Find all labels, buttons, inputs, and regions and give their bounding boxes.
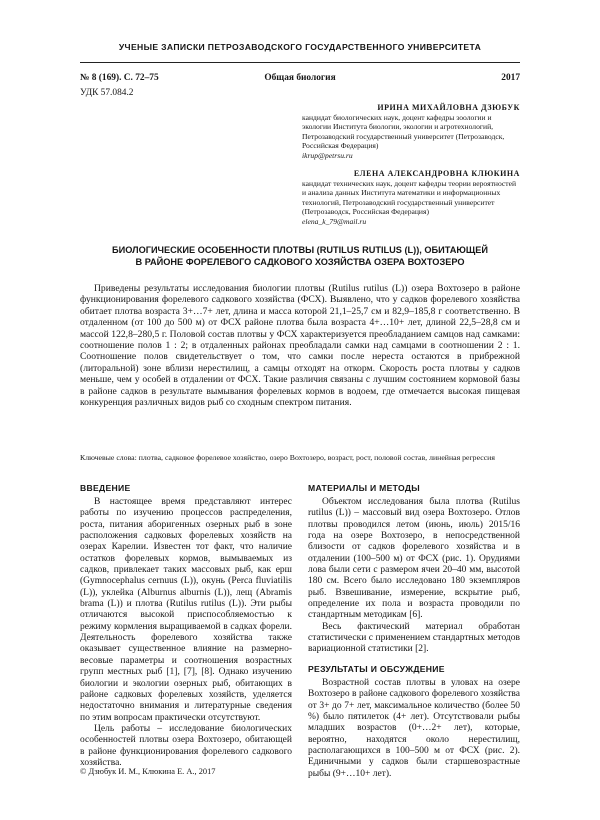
author-email[interactable]: ikrup@petrsu.ru: [302, 150, 353, 160]
copyright: © Дзюбук И. М., Клюкина Е. А., 2017: [80, 767, 216, 776]
author-affiliation: кандидат технических наук, доцент кафедры теории вероятностей и анализа данных Института математики и информационных технологий, Петрозаводский государственный университет (Петрозаводск, Российская Федерация): [302, 179, 517, 217]
left-column: [80, 482, 292, 769]
article-title-line-1: БИОЛОГИЧЕСКИЕ ОСОБЕННОСТИ ПЛОТВЫ (RUTILUS RUTILUS (L)), ОБИТАЮЩЕЙ: [112, 245, 488, 255]
author-block-1: [302, 103, 520, 160]
methods-paragraph-1: Объектом исследования была плотва (Rutilus rutilus (L)) – массовый вид озера Вохтозеро. Отлов плотвы проводился летом (июнь, июль) 2015/16 года на озере Вохтозеро, в непосредственной близости от садков форелевого хозяйства и в отдалении (100–500 м) от ФСХ (рис. 1). Орудиями лова были сети с размером ячеи 20–40 мм, высотой 180 см. Всего было исследовано 180 экземпляров рыб. Взвешивание, измерение, вскрытие рыб, определение их пола и возраста проводили по стандартным методикам [6].: [308, 497, 520, 621]
right-column: [308, 482, 520, 780]
article-title-line-2: В РАЙОНЕ ФОРЕЛЕВОГО САДКОВОГО ХОЗЯЙСТВА ОЗЕРА ВОХТОЗЕРО: [135, 257, 465, 268]
intro-paragraph-1: В настоящее время представляют интерес работы по изучению процессов распределения, роста, питания аборигенных озерных рыб в зоне расположения садковых форелевых хозяйств на озерах Карелии. Известен тот факт, что наличие остатков форелевых кормов, вымываемых из садков, привлекает таких массовых рыб, как ерш (Gymnocephalus cernuus (L)), окунь (Perca fluviatilis (L)), уклейка (Alburnus alburnis (L)), лещ (Abramis brama (L)) и плотва (Rutilus rutilus (L)). Эти рыбы отличаются высокой приспособляемостью к режиму кормления выращиваемой в садках форели. Деятельность форелевого хозяйства также оказывает существенное влияние на размерно-весовые параметры и соотношения возрастных групп местных рыб [1], [7], [8]. Однако изучению биологии и экологии озерных рыб, обитающих в районе садковых форелевых хозяйств, уделяется недостаточно внимания и литературные сведения по этим вопросам практически отсутствуют.: [80, 497, 292, 723]
section-name: Общая биология: [264, 73, 336, 83]
author-affiliation: кандидат биологических наук, доцент кафедры зоологии и экологии Института биологии, экологии и агротехнологий, Петрозаводский государственный университет (Петрозаводск, Российская Федерация): [302, 113, 505, 151]
article-title: [80, 244, 520, 269]
issue-number: № 8 (169). С. 72–75: [80, 73, 159, 83]
abstract: Приведены результаты исследования биологии плотвы (Rutilus rutilus (L)) озера Вохтозеро в районе функционирования форелевого садкового хозяйства (ФСХ). Выявлено, что у садков форелевого хозяйства обитает плотва возраста 3+…7+ лет, длина и масса которой 21,1–25,7 см и 82,9–185,8 г соответственно. В отдаленном (от 100 до 500 м) от ФСХ районе плотва была возраста 4+…10+ лет, длиной 22,5–28,8 см и массой 122,8–280,5 г. Половой состав плотвы у ФСХ характеризуется преобладанием самцов над самками: соотношение полов 1 : 2; в отдаленных районах преобладали самки над самцами в соотношении 2 : 1. Соотношение полов свидетельствует о том, что самки после нереста остаются в прибрежной (литоральной) зоне вблизи нерестилищ, а самцы отходят на откорм. Скорость роста плотвы у садков меньше, чем у особей в отдалении от ФСХ. Такие различия связаны с лучшим состоянием кормовой базы в районе садков в результате вымывания форелевых кормов в водоем, где отмечается высокая пищевая конкуренция различных видов рыб со сходным спектром питания.: [80, 283, 520, 409]
section-heading-methods: МАТЕРИАЛЫ И МЕТОДЫ: [308, 483, 420, 493]
issue-year: 2017: [501, 73, 520, 83]
section-heading-results: РЕЗУЛЬТАТЫ И ОБСУЖДЕНИЕ: [308, 663, 445, 674]
udk-code: УДК 57.084.2: [80, 88, 134, 98]
author-block-2: [302, 169, 520, 226]
journal-title: УЧЕНЫЕ ЗАПИСКИ ПЕТРОЗАВОДСКОГО ГОСУДАРСТВЕННОГО УНИВЕРСИТЕТА: [118, 42, 482, 52]
author-email[interactable]: elena_k_79@mail.ru: [302, 216, 367, 226]
author-name: ЕЛЕНА АЛЕКСАНДРОВНА КЛЮКИНА: [353, 169, 520, 178]
issue-line: [80, 73, 520, 83]
author-name: ИРИНА МИХАЙЛОВНА ДЗЮБУК: [377, 103, 520, 112]
section-heading-intro: ВВЕДЕНИЕ: [80, 483, 131, 493]
intro-paragraph-2: Цель работы – исследование биологических особенностей плотвы озера Вохтозеро, обитающей в районе функционирования форелевого садкового хозяйства.: [80, 723, 292, 768]
results-paragraph-1: Возрастной состав плотвы в уловах на озере Вохтозеро в районе садкового форелевого хозяйства от 3+ до 7+ лет, максимальное количество (более 50 %) было пятилеток (4+ лет). Отсутствовали рыбы младших возрастов (0+…2+ лет), которые, вероятно, находятся около нерестилищ, располагающихся в 100–500 м от ФСХ (рис. 2). Единичными у садков были старшевозрастные рыбы (9+…10+ лет).: [308, 677, 520, 779]
keywords: Ключевые слова: плотва, садковое форелевое хозяйство, озеро Вохтозеро, возраст, рост, половой состав, линейная регрессия: [80, 453, 495, 462]
header-rule-top: [80, 62, 520, 63]
methods-paragraph-2: Весь фактический материал обработан статистически с применением стандартных методов вариационной статистики [2].: [308, 621, 520, 655]
